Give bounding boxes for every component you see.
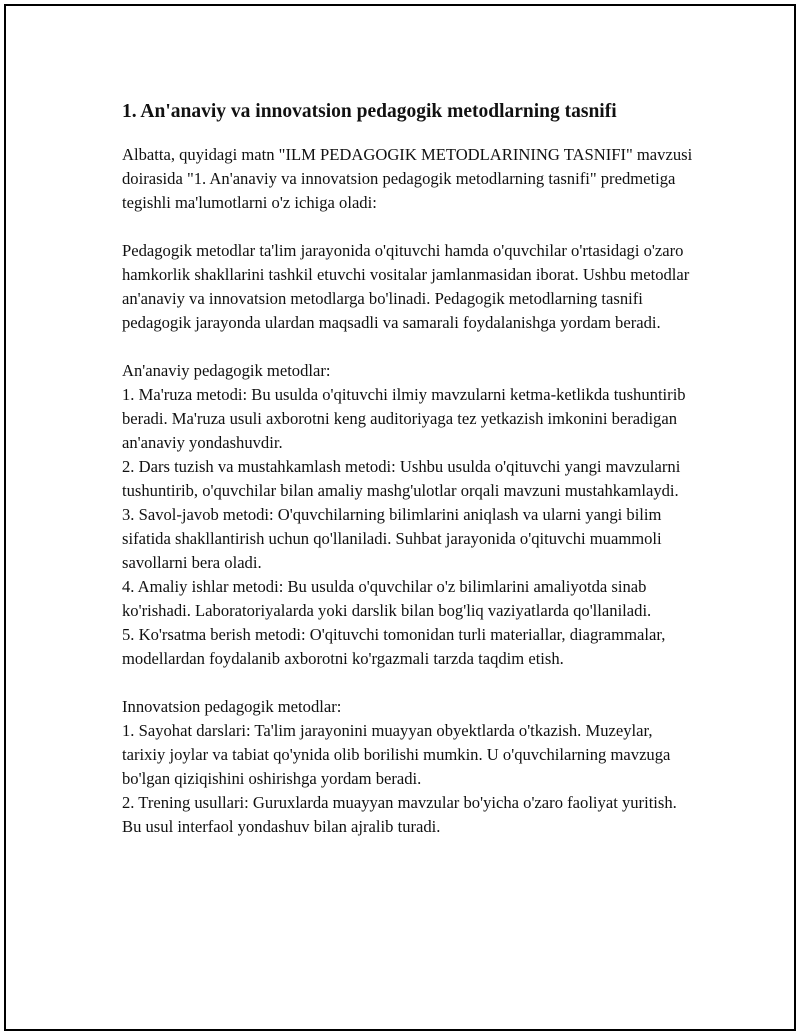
innovative-methods-section [122, 695, 694, 839]
list-item: 2. Dars tuzish va mustahkamlash metodi: Ushbu usulda o'qituvchi yangi mavzularni tushuntirib, o'quvchilar bilan amaliy mashg'ulotlar orqali mavzuni mustahkamlaydi. [122, 457, 681, 500]
list-item: 3. Savol-javob metodi: O'quvchilarning bilimlarini aniqlash va ularni yangi bilim sifatida shakllantirish uchun qo'llaniladi. Suhbat jarayonida o'qituvchi muammoli savollarni bera oladi. [122, 505, 662, 572]
list-item: 2. Trening usullari: Guruxlarda muayyan mavzular bo'yicha o'zaro faoliyat yuritish. Bu usul interfaol yondashuv bilan ajralib turadi. [122, 793, 677, 836]
list-item: 1. Ma'ruza metodi: Bu usulda o'qituvchi ilmiy mavzularni ketma-ketlikda tushuntirib beradi. Ma'ruza usuli axborotni keng auditoriyaga tez yetkazish imkonini beradigan an'anaviy yondashuvdir. [122, 385, 686, 452]
section-heading-innovative: Innovatsion pedagogik metodlar: [122, 697, 342, 716]
list-item: 4. Amaliy ishlar metodi: Bu usulda o'quvchilar o'z bilimlarini amaliyotda sinab ko'rishadi. Laboratoriyalarda yoki darslik bilan bog'liq vaziyatlarda qo'llaniladi. [122, 577, 652, 620]
section-heading-traditional: An'anaviy pedagogik metodlar: [122, 361, 331, 380]
document-body [122, 98, 694, 839]
list-item: 5. Ko'rsatma berish metodi: O'qituvchi tomonidan turli materiallar, diagrammalar, modellardan foydalanib axborotni ko'rgazmali tarzda taqdim etish. [122, 625, 666, 668]
traditional-methods-section [122, 359, 694, 671]
intro-paragraph: Albatta, quyidagi matn "ILM PEDAGOGIK METODLARINING TASNIFI" mavzusi doirasida "1. An'anaviy va innovatsion pedagogik metodlarning tasnifi" predmetiga tegishli ma'lumotlarni o'z ichiga oladi: [122, 145, 693, 212]
overview-paragraph: Pedagogik metodlar ta'lim jarayonida o'qituvchi hamda o'quvchilar o'rtasidagi o'zaro hamkorlik shakllarini tashkil etuvchi vositalar jamlanmasidan iborat. Ushbu metodlar an'anaviy va innovatsion metodlarga bo'linadi. Pedagogik metodlarning tasnifi pedagogik jarayonda ulardan maqsadli va samarali foydalanishga yordam beradi. [122, 241, 690, 332]
list-item: 1. Sayohat darslari: Ta'lim jarayonini muayyan obyektlarda o'tkazish. Muzeylar, tarixiy joylar va tabiat qo'ynida olib borilishi mumkin. U o'quvchilarning mavzuga bo'lgan qiziqishini oshirishga yordam beradi. [122, 721, 671, 788]
page-frame [4, 4, 796, 1031]
document-title: 1. An'anaviy va innovatsion pedagogik metodlarning tasnifi [122, 101, 617, 122]
